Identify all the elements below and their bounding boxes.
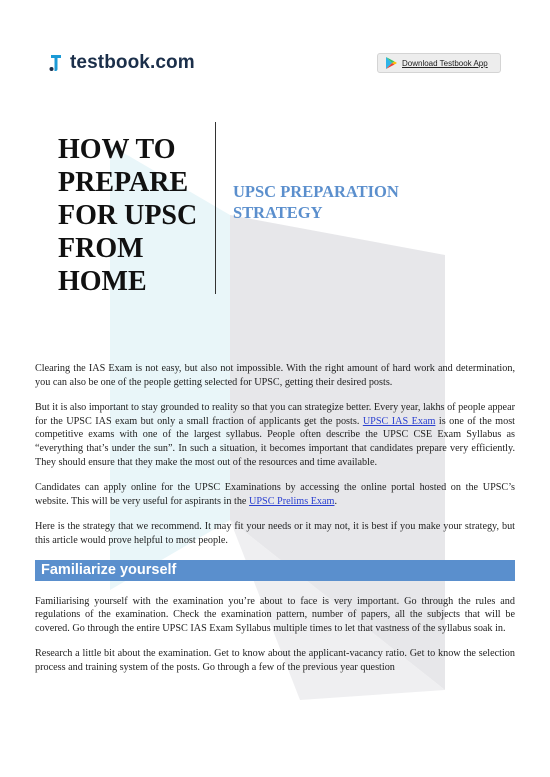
- page-title: [58, 133, 218, 298]
- section-heading: Familiarize yourself: [41, 562, 177, 579]
- google-play-icon: [386, 57, 397, 69]
- download-app-button[interactable]: [377, 53, 501, 73]
- section-paragraph: Familiarising yourself with the examination you’re about to face is very important. Go through the rules and regulations of the examination. Check the examination pattern, number of papers, all the subjects that will be covered. Go through the entire UPSC IAS Exam Syllabus multiple times to let that vastness of the syllabus soak in.: [35, 595, 515, 634]
- title-line: FROM: [58, 233, 144, 264]
- page-subtitle: [233, 181, 463, 223]
- paragraph-text: Candidates can apply online for the UPSC Examinations by accessing the online portal hosted on the UPSC’s website. This will be very useful for aspirants in the: [35, 482, 515, 507]
- intro-paragraph: [35, 481, 515, 508]
- subtitle-line: STRATEGY: [233, 203, 323, 222]
- intro-paragraph: Clearing the IAS Exam is not easy, but also not impossible. With the right amount of hard work and determination, you can also be one of the people getting selected for UPSC, getting their desired posts.: [35, 363, 515, 388]
- paragraph-text: But it is also important to stay grounded to reality so that you can strategize better. Every year, lakhs of people appear for the UPSC IAS exam but only a small fraction of applicants get the posts.: [35, 402, 515, 427]
- title-line: PREPARE: [58, 167, 189, 198]
- title-line: HOW TO: [58, 134, 176, 165]
- intro-paragraph: [35, 401, 515, 469]
- paragraph-text: is one of the most competitive exams with one of the largest syllabus. People often describe the UPSC CSE Exam Syllabus as “everything that’s under the sun”. In such a situation, it becomes important that candidates prepare very efficiently. They should ensure that they make the most out of the resources and time available.: [35, 415, 515, 468]
- upsc-ias-exam-link[interactable]: UPSC IAS Exam: [362, 415, 436, 427]
- brand-name: testbook.com: [70, 52, 195, 73]
- paragraph-text: .: [334, 495, 338, 507]
- section-heading-bar: [35, 560, 515, 581]
- intro-paragraph: Here is the strategy that we recommend. It may fit your needs or it may not, it is best if you make your strategy, but this article would prove helpful to most people.: [35, 521, 515, 546]
- section-paragraph: Research a little bit about the examination. Get to know about the applicant-vacancy ratio. Get to know the selection process and training system of the posts. Go through a few of the previous year question: [35, 648, 515, 673]
- testbook-logo[interactable]: [48, 52, 195, 74]
- subtitle-line: UPSC PREPARATION: [233, 182, 399, 201]
- title-divider: [215, 122, 216, 294]
- article-body: [35, 362, 515, 687]
- upsc-prelims-exam-link[interactable]: UPSC Prelims Exam: [249, 495, 335, 507]
- title-line: HOME: [58, 266, 147, 297]
- download-app-label: Download Testbook App: [402, 58, 488, 68]
- testbook-logo-icon: [48, 53, 64, 73]
- page-header: [0, 0, 550, 90]
- title-line: FOR UPSC: [58, 200, 198, 231]
